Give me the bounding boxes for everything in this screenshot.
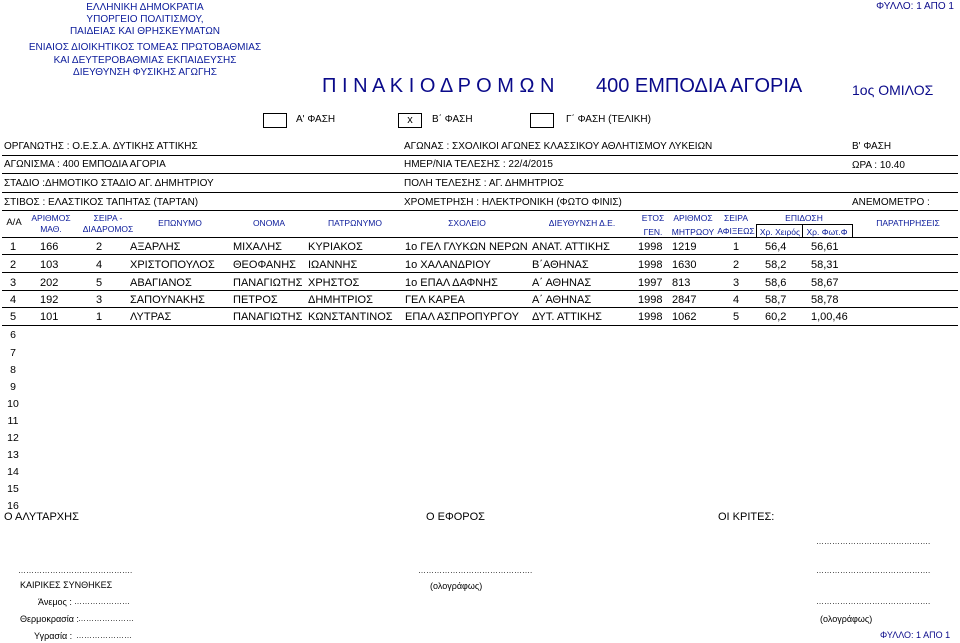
col-registry-1: ΑΡΙΘΜΟΣ [673,213,713,223]
cell-arrival: 4 [733,294,740,306]
temperature-label: Θερμοκρασία : [20,614,79,624]
cell-father: ΙΩΑΝΝΗΣ [308,259,358,271]
col-notes: ΠΑΡΑΤΗΡΗΣΕΙΣ [876,218,940,228]
phase-c-checkbox[interactable] [530,113,554,128]
signature-note: (ολογράφως) [430,581,483,591]
timing: ΧΡΟΜΕΤΡΗΣΗ : ΗΛΕΚΤΡΟΝΙΚΗ (ΦΩΤΟ ΦΙΝΙΣ) [404,197,622,208]
col-registry-2: ΜΗΤΡΩΟΥ [671,227,715,237]
cell-direction: ΔΥΤ. ΑΤΤΙΚΗΣ [532,311,602,323]
sheet-number-top: ΦΥΛΛΟ: 1 ΑΠΟ 1 [876,1,954,12]
cell-name: ΠΕΤΡΟΣ [233,294,278,306]
cell-registry: 1062 [672,311,697,323]
row-number: 13 [7,449,19,461]
cell-year: 1998 [638,294,663,306]
col-student-1: ΑΡΙΘΜΟΣ [31,213,71,223]
phase-b-label: Β΄ ΦΑΣΗ [432,114,473,125]
cell-aa: 5 [10,311,17,323]
col-school: ΣΧΟΛΕΙΟ [448,218,486,228]
col-father: ΠΑΤΡΩΝΥΜΟ [328,218,382,228]
cell-arrival: 1 [733,241,740,253]
signature-line: ……………………………………. [18,566,133,575]
col-lane-2: ΔΙΑΔΡΟΜΟΣ [82,224,134,234]
cell-year: 1997 [638,277,663,289]
signature-line: ……………………………………. [816,566,931,575]
cell-name: ΘΕΟΦΑΝΗΣ [233,259,296,271]
cell-registry: 1630 [672,259,697,271]
city: ΠΟΛΗ ΤΕΛΕΣΗΣ : ΑΓ. ΔΗΜΗΤΡΙΟΣ [404,178,564,189]
row-number: 8 [10,364,16,376]
stadium: ΣΤΑΔΙΟ :ΔΗΜΟΤΙΚΟ ΣΤΑΔΙΟ ΑΓ. ΔΗΜΗΤΡΙΟΥ [4,178,214,189]
time: ΩΡΑ : 10.40 [852,160,905,171]
row-number: 10 [7,398,19,410]
cell-year: 1998 [638,241,663,253]
cell-school: 1ο ΧΑΛΑΝΔΡΙΟΥ [405,259,491,271]
cell-hand-time: 56,4 [765,241,787,253]
cell-aa: 3 [10,277,17,289]
cell-direction: Β΄ΑΘΗΝΑΣ [532,259,589,271]
header-line-6: ΔΙΕΥΘΥΝΣΗ ΦΥΣΙΚΗΣ ΑΓΩΓΗΣ [73,67,217,78]
phase-a-label: Α' ΦΑΣΗ [296,114,336,125]
organizer: ΟΡΓΑΝΩΤΗΣ : Ο.Ε.Σ.Α. ΔΥΤΙΚΗΣ ΑΤΤΙΚΗΣ [4,141,198,152]
col-photo-time: Χρ. Φωτ.Φ [806,227,848,237]
cell-lane: 5 [96,277,103,289]
cell-surname: ΣΑΠΟΥΝΑΚΗΣ [130,294,205,306]
phase-info: Β' ΦΑΣΗ [852,141,892,152]
row-number: 15 [7,483,19,495]
header-line-1: ΕΛΛΗΝΙΚΗ ΔΗΜΟΚΡΑΤΙΑ [86,2,204,13]
cell-lane: 3 [96,294,103,306]
col-year-1: ΕΤΟΣ [641,213,665,223]
cell-year: 1998 [638,259,663,271]
cell-direction: ΑΝΑΤ. ΑΤΤΙΚΗΣ [532,241,610,253]
phase-a-checkbox[interactable] [263,113,287,128]
cell-photo-time: 1,00,46 [811,311,848,323]
header-line-5: ΚΑΙ ΔΕΥΤΕΡΟΒΑΘΜΙΑΣ ΕΚΠΑΙΔΕΥΣΗΣ [53,55,237,66]
cell-surname: ΑΞΑΡΛΗΣ [130,241,181,253]
cell-aa: 2 [10,259,17,271]
col-student-2: ΜΑΘ. [40,224,62,234]
col-lane-1: ΣΕΙΡΑ - [93,213,123,223]
page-title: Π Ι Ν Α Κ Ι Ο Δ Ρ Ο Μ Ω Ν [322,75,555,97]
cell-number: 202 [40,277,59,289]
wind-value-line: ………………… [74,597,130,606]
col-performance: ΕΠΙΔΟΣΗ [785,213,823,223]
cell-aa: 4 [10,294,17,306]
cell-number: 103 [40,259,59,271]
row-number: 12 [7,432,19,444]
phase-c-label: Γ΄ ΦΑΣΗ (ΤΕΛΙΚΗ) [566,114,651,125]
cell-hand-time: 60,2 [765,311,787,323]
cell-number: 166 [40,241,59,253]
cell-hand-time: 58,6 [765,277,787,289]
signature-line: ……………………………………. [816,597,931,606]
cell-photo-time: 56,61 [811,241,839,253]
cell-arrival: 5 [733,311,740,323]
cell-name: ΠΑΝΑΓΙΩΤΗΣ [233,311,303,323]
col-arrival-1: ΣΕΙΡΑ [724,213,748,223]
divider [2,173,958,174]
col-arrival-2: ΑΦΙΞΕΩΣ [717,226,755,236]
cell-photo-time: 58,31 [811,259,839,271]
temperature-value-line: ………………… [78,614,134,623]
row-number: 6 [10,329,16,341]
col-surname: ΕΠΩΝΥΜΟ [158,218,202,228]
cell-photo-time: 58,67 [811,277,839,289]
cell-registry: 2847 [672,294,697,306]
event-title: 400 ΕΜΠΟΔΙΑ ΑΓΟΡΙΑ [596,75,803,97]
cell-father: ΧΡΗΣΤΟΣ [308,277,360,289]
cell-aa: 1 [10,241,17,253]
cell-hand-time: 58,7 [765,294,787,306]
header-line-4: ΕΝΙΑΙΟΣ ΔΙΟΙΚΗΤΙΚΟΣ ΤΟΜΕΑΣ ΠΡΩΤΟΒΑΘΜΙΑΣ [28,42,262,53]
track: ΣΤΙΒΟΣ : ΕΛΑΣΤΙΚΟΣ ΤΑΠΗΤΑΣ (ΤΑΡΤΑΝ) [4,197,199,208]
cell-name: ΜΙΧΑΛΗΣ [233,241,282,253]
cell-lane: 1 [96,311,103,323]
cell-photo-time: 58,78 [811,294,839,306]
divider [2,155,958,156]
col-name: ΟΝΟΜΑ [252,218,286,228]
cell-father: ΚΩΝΣΤΑΝΤΙΝΟΣ [308,311,393,323]
wind-meter: ΑΝΕΜΟΜΕΤΡΟ : [852,197,930,208]
row-number: 14 [7,466,19,478]
weather-title: ΚΑΙΡΙΚΕΣ ΣΥΝΘΗΚΕΣ [20,580,113,590]
signature-note: (ολογράφως) [820,614,873,624]
cell-surname: ΧΡΙΣΤΟΠΟΥΛΟΣ [130,259,215,271]
cell-direction: Α΄ ΑΘΗΝΑΣ [532,294,592,306]
cell-school: ΕΠΑΛ ΑΣΠΡΟΠΥΡΓΟΥ [405,311,519,323]
cell-arrival: 3 [733,277,740,289]
humidity-label: Υγρασία : [34,631,73,641]
cell-hand-time: 58,2 [765,259,787,271]
cell-name: ΠΑΝΑΓΙΩΤΗΣ [233,277,303,289]
wind-label: Άνεμος : [38,597,72,607]
cell-arrival: 2 [733,259,740,271]
cell-year: 1998 [638,311,663,323]
sheet-number-bottom: ΦΥΛΛΟ: 1 ΑΠΟ 1 [880,630,951,640]
header-line-3: ΠΑΙΔΕΙΑΣ ΚΑΙ ΘΡΗΣΚΕΥΜΑΤΩΝ [69,26,221,37]
cell-lane: 2 [96,241,103,253]
signature-line: ……………………………………. [816,537,931,546]
row-number: 11 [7,415,19,427]
starter-label: Ο ΑΛΥΤΑΡΧΗΣ [4,511,79,523]
cell-direction: Α΄ ΑΘΗΝΑΣ [532,277,592,289]
cell-number: 101 [40,311,59,323]
cell-number: 192 [40,294,59,306]
date: ΗΜΕΡ/ΝΙΑ ΤΕΛΕΣΗΣ : 22/4/2015 [404,159,553,170]
row-number: 16 [7,500,19,512]
cell-school: ΓΕΛ ΚΑΡΕΑ [405,294,465,306]
col-direction: ΔΙΕΥΘΥΝΣΗ Δ.Ε. [548,218,616,228]
cell-school: 1ο ΕΠΑΛ ΔΑΦΝΗΣ [405,277,498,289]
cell-surname: ΛΥΤΡΑΣ [130,311,172,323]
signature-line: ……………………………………. [418,566,533,575]
col-hand-time: Χρ. Χειρός [759,227,801,237]
divider [2,192,958,193]
cell-registry: 813 [672,277,691,289]
ephor-label: Ο ΕΦΟΡΟΣ [426,511,485,523]
event: ΑΓΩΝΙΣΜΑ : 400 ΕΜΠΟΔΙΑ ΑΓΟΡΙΑ [4,159,166,170]
header-line-2: ΥΠΟΡΓΕΙΟ ΠΟΛΙΤΙΣΜΟΥ, [86,14,204,25]
cell-father: ΔΗΜΗΤΡΙΟΣ [308,294,373,306]
row-number: 9 [10,381,16,393]
phase-b-checkbox[interactable]: x [398,113,422,128]
cell-father: ΚΥΡΙΑΚΟΣ [308,241,363,253]
cell-registry: 1219 [672,241,697,253]
cell-surname: ΑΒΑΓΙΑΝΟΣ [130,277,192,289]
col-year-2: ΓΕΝ. [643,227,663,237]
cell-lane: 4 [96,259,103,271]
cell-school: 1ο ΓΕΛ ΓΛΥΚΩΝ ΝΕΡΩΝ [405,241,528,253]
row-number: 7 [10,347,16,359]
judges-label: ΟΙ ΚΡΙΤΕΣ: [718,511,775,523]
games: ΑΓΩΝΑΣ : ΣΧΟΛΙΚΟΙ ΑΓΩΝΕΣ ΚΛΑΣΣΙΚΟΥ ΑΘΛΗΤΙΣΜΟΥ ΛΥΚΕΙΩΝ [404,141,713,152]
group-title: 1ος ΟΜΙΛΟΣ [852,82,934,98]
humidity-value-line: ………………… [76,631,132,640]
col-aa: Α/Α [6,217,22,228]
